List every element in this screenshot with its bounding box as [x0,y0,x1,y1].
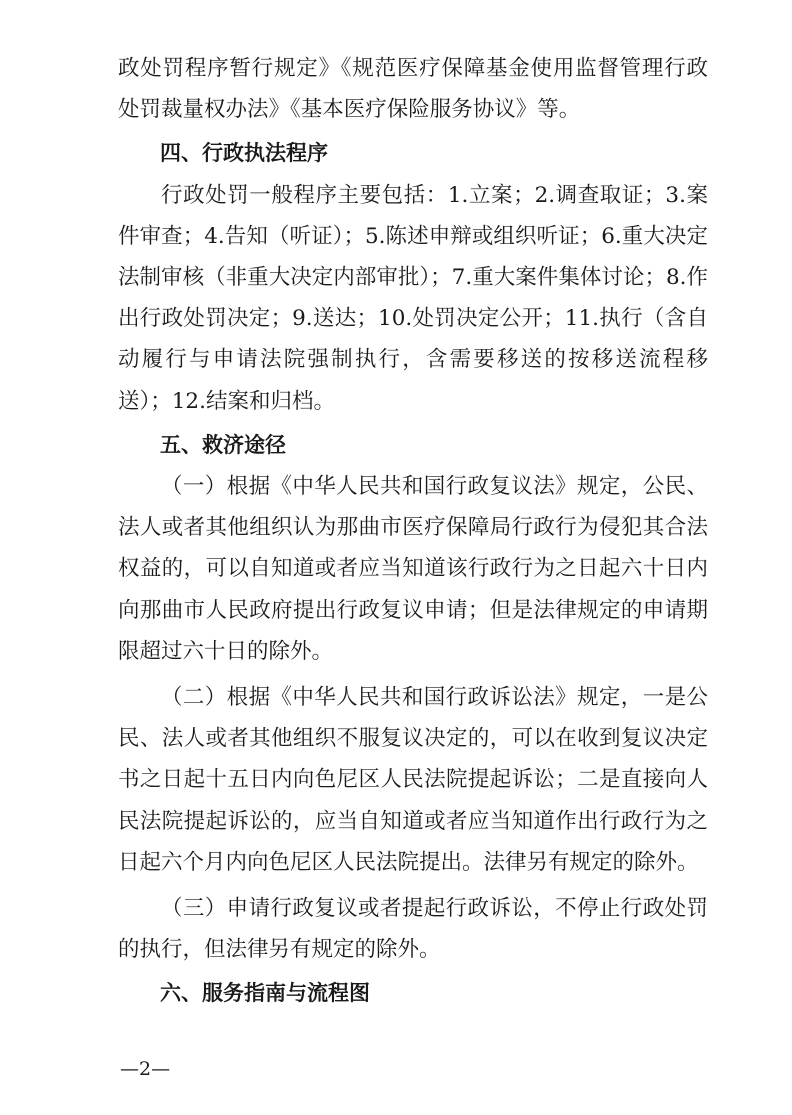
page-number: —2— [120,1058,171,1080]
paragraph-procedure-steps: 行政处罚一般程序主要包括：1.立案；2.调查取证；3.案件审查；4.告知（听证）；5.陈述申辩或组织听证；6.重大决定法制审核（非重大决定内部审批）；7.重大案件集体讨论；8.作出行政处罚决定；9.送达；10.处罚决定公开；11.执行（含自动履行与申请法院强制执行，含需要移送的按移送流程移送）；12.结案和归档。 [118,182,708,414]
heading-service-guide: 六、服务指南与流程图 [160,981,370,1006]
paragraph-legal-basis-continued: 政处罚程序暂行规定》《规范医疗保障基金使用监督管理行政处罚裁量权办法》《基本医疗保险服务协议》等。 [118,56,708,123]
paragraph-administrative-litigation: （二）根据《中华人民共和国行政诉讼法》规定，一是公民、法人或者其他组织不服复议决定的，可以在收到复议决定书之日起十五日内向色尼区人民法院提起诉讼；二是直接向人民法院提起诉讼的，应当自知道或者应当知道作出行政行为之日起六个月内向色尼区人民法院提出。法律另有规定的除外。 [118,685,708,875]
heading-remedy-channels: 五、救济途径 [160,432,286,457]
document-body [118,48,708,1015]
paragraph-no-suspension: （三）申请行政复议或者提起行政诉讼，不停止行政处罚的执行，但法律另有规定的除外。 [118,896,708,963]
heading-enforcement-procedure: 四、行政执法程序 [160,141,328,166]
paragraph-administrative-review: （一）根据《中华人民共和国行政复议法》规定，公民、法人或者其他组织认为那曲市医疗保障局行政行为侵犯其合法权益的，可以自知道或者应当知道该行政行为之日起六十日内向那曲市人民政府提出行政复议申请；但是法律规定的申请期限超过六十日的除外。 [118,474,708,664]
